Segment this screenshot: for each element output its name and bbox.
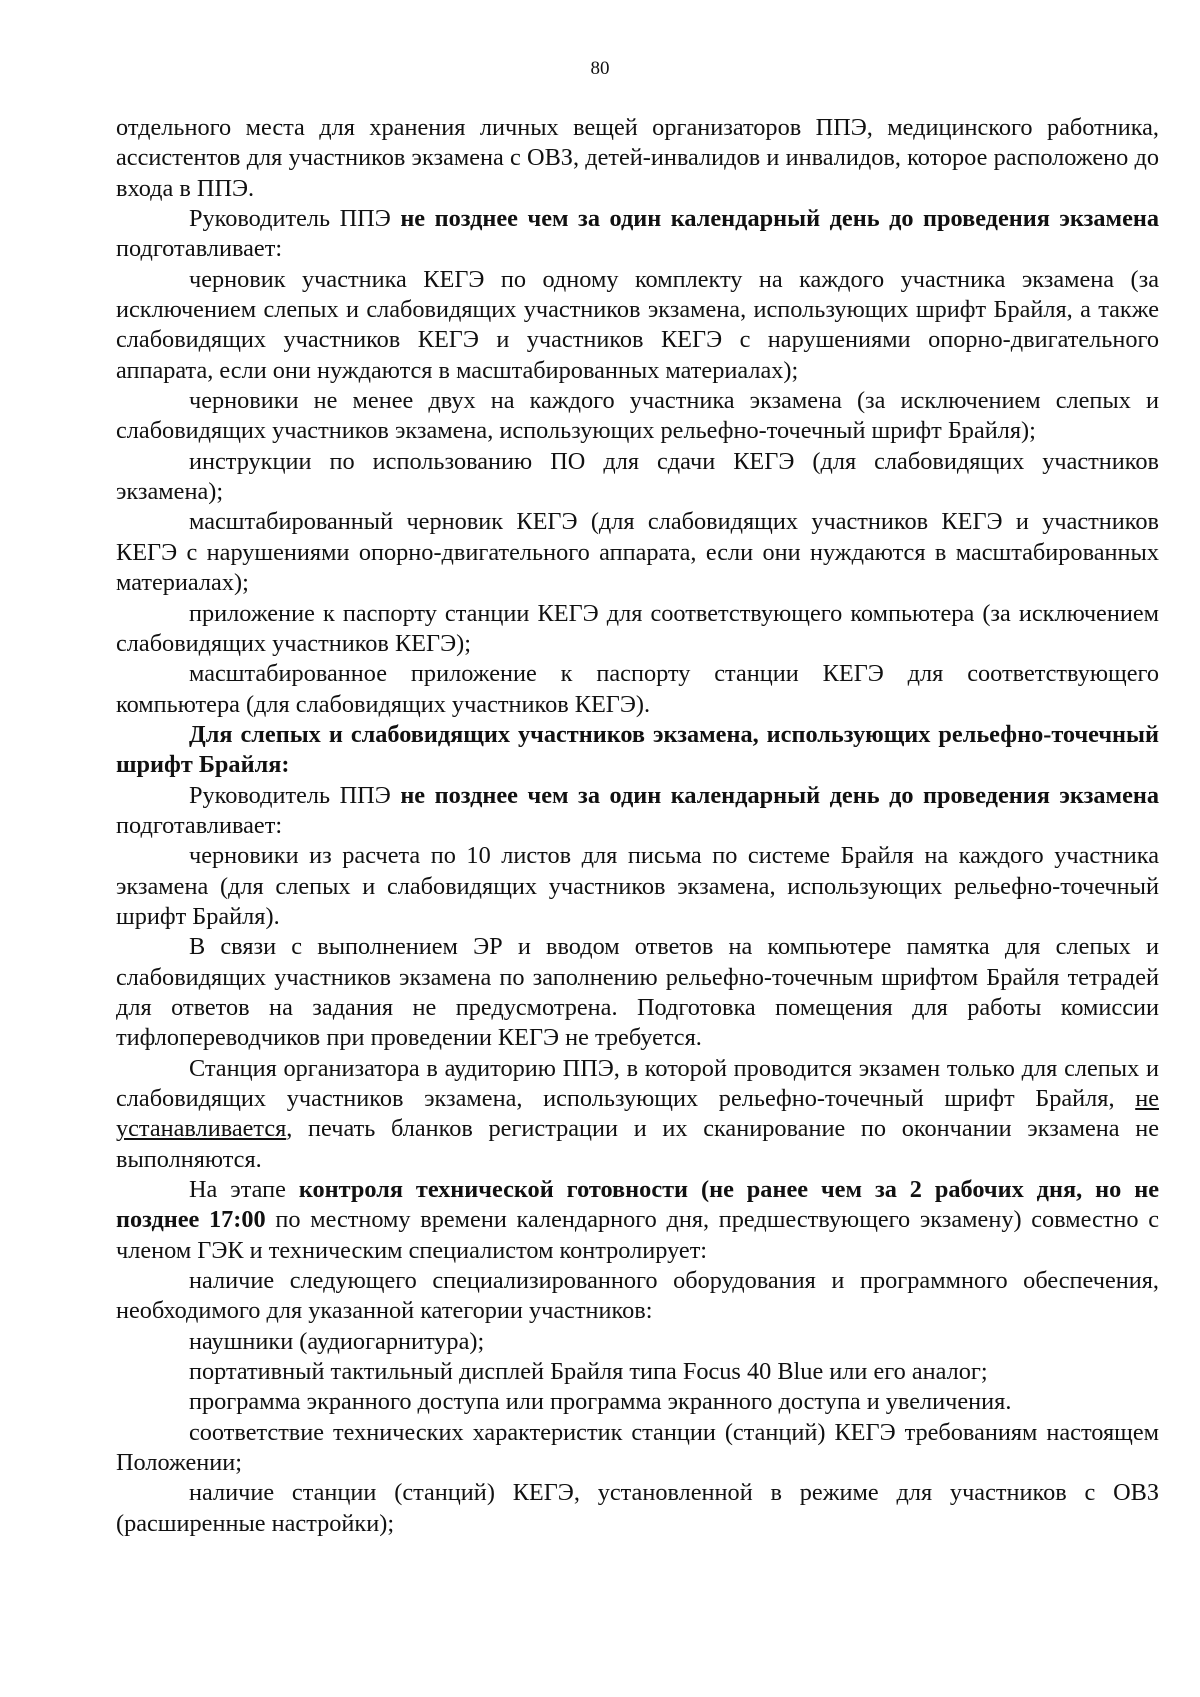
text-run: Руководитель ППЭ bbox=[189, 205, 401, 233]
underlined-not-installed: не устанавливается bbox=[116, 1085, 1159, 1143]
text-run: подготавливает: bbox=[116, 811, 283, 839]
document-body bbox=[116, 113, 1159, 1539]
list-item-station-specs: соответствие технических характеристик станции (станций) КЕГЭ требованиям настоящем Положении; bbox=[116, 1418, 1159, 1477]
paragraph-continuation: отдельного места для хранения личных вещей организаторов ППЭ, медицинского работника, ассистентов для участников экзамена с ОВЗ, детей-инвалидов и инвалидов, которое расположено до входа в ППЭ. bbox=[116, 114, 1159, 202]
text-run: по местному времени календарного дня, предшествующего экзамену) совместно с членом ГЭК и техническим специалистом контролирует: bbox=[116, 1206, 1160, 1264]
list-item-screen-reader: программа экранного доступа или программа экранного доступа и увеличения. bbox=[189, 1388, 1012, 1416]
text-run: На этапе bbox=[189, 1176, 299, 1204]
paragraph-head-prepares-braille bbox=[116, 781, 1159, 842]
bold-readiness-deadline: контроля технической готовности (не ранее чем за 2 рабочих дня, но не позднее 17:00 bbox=[116, 1176, 1159, 1234]
section-heading-braille: Для слепых и слабовидящих участников экзамена, использующих рельефно-точечный шрифт Брайля: bbox=[116, 720, 1159, 779]
list-item-draft: черновик участника КЕГЭ по одному комплекту на каждого участника экзамена (за исключением слепых и слабовидящих участников экзамена, использующих шрифт Брайля, а также слабовидящих участников КЕГЭ и участников КЕГЭ с нарушениями опорно-двигательного аппарата, если они нуждаются в масштабированных материалах); bbox=[116, 265, 1159, 384]
text-run: подготавливает: bbox=[116, 235, 283, 263]
list-item-station-mode: наличие станции (станций) КЕГЭ, установленной в режиме для участников с ОВЗ (расширенные настройки); bbox=[116, 1479, 1159, 1537]
list-item-headphones: наушники (аудиогарнитура); bbox=[189, 1327, 485, 1355]
bold-deadline: не позднее чем за один календарный день до проведения экзамена bbox=[400, 781, 1160, 809]
paragraph-memo: В связи с выполнением ЭР и вводом ответов на компьютере памятка для слепых и слабовидящих участников экзамена по заполнению рельефно-точечным шрифтом Брайля тетрадей для ответов на задания не предусмотрена. Подготовка помещения для работы комиссии тифлопереводчиков при проведении КЕГЭ не требуется. bbox=[116, 933, 1159, 1052]
list-item-drafts: черновики не менее двух на каждого участника экзамена (за исключением слепых и слабовидящих участников экзамена, использующих рельефно-точечный шрифт Брайля); bbox=[116, 387, 1159, 445]
paragraph-head-prepares bbox=[116, 204, 1159, 265]
list-item-instructions: инструкции по использованию ПО для сдачи КЕГЭ (для слабовидящих участников экзамена); bbox=[116, 447, 1159, 506]
bold-deadline: не позднее чем за один календарный день до проведения экзамена bbox=[400, 205, 1160, 233]
list-item-scaled-draft: масштабированный черновик КЕГЭ (для слабовидящих участников КЕГЭ и участников КЕГЭ с нарушениями опорно-двигательного аппарата, если они нуждаются в масштабированных материалах); bbox=[116, 508, 1159, 597]
paragraph-technical-readiness bbox=[116, 1175, 1159, 1266]
text-run: , печать бланков регистрации и их сканирование по окончании экзамена не выполняются. bbox=[116, 1115, 1159, 1173]
paragraph-organizer-station bbox=[116, 1054, 1159, 1175]
list-item-braille-drafts: черновики из расчета по 10 листов для письма по системе Брайля на каждого участника экзамена (для слепых и слабовидящих участников экзамена, использующих рельефно-точечный шрифт Брайля). bbox=[116, 842, 1159, 930]
text-run: Станция организатора в аудиторию ППЭ, в которой проводится экзамен только для слепых и слабовидящих участников экзамена, использующих рельефно-точечный шрифт Брайля, bbox=[116, 1054, 1159, 1112]
list-item-braille-display: портативный тактильный дисплей Брайля типа Focus 40 Blue или его аналог; bbox=[189, 1358, 988, 1386]
text-run: Руководитель ППЭ bbox=[189, 781, 401, 809]
list-item-passport-appendix: приложение к паспорту станции КЕГЭ для соответствующего компьютера (за исключением слабовидящих участников КЕГЭ); bbox=[116, 599, 1159, 657]
list-item-equipment: наличие следующего специализированного оборудования и программного обеспечения, необходимого для указанной категории участников: bbox=[116, 1267, 1159, 1325]
list-item-scaled-appendix: масштабированное приложение к паспорту станции КЕГЭ для соответствующего компьютера (для слабовидящих участников КЕГЭ). bbox=[116, 660, 1159, 718]
page-number: 80 bbox=[590, 58, 610, 79]
